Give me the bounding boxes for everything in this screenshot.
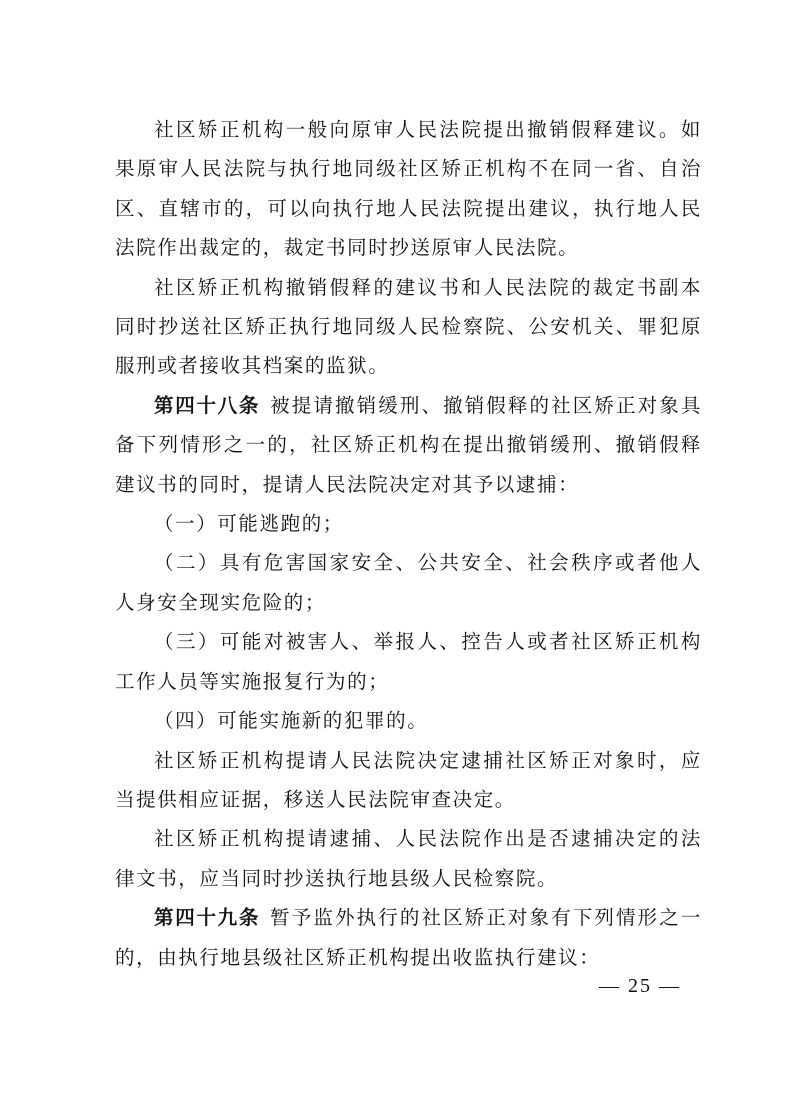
article-48-item-4 — [115, 701, 702, 740]
article-49-heading: 第四十九条 — [154, 906, 261, 930]
paragraph-1-text: 社区矫正机构一般向原审人民法院提出撤销假释建议。如果原审人民法院与执行地同级社区矫正机构不在同一省、自治区、直辖市的，可以向执行地人民法院提出建议，执行地人民法院作出裁定的，裁定书同时抄送原审人民法院。 — [115, 118, 702, 260]
paragraph-9-text: 社区矫正机构提请逮捕、人民法院作出是否逮捕决定的法律文书，应当同时抄送执行地县级人民检察院。 — [115, 827, 702, 890]
article-48-item-1-text: （一）可能逃跑的； — [154, 512, 344, 536]
paragraph-2 — [115, 268, 702, 386]
page-number: — 25 — — [599, 975, 681, 997]
article-48-text: 被提请撤销缓刑、撤销假释的社区矫正对象具备下列情形之一的，社区矫正机构在提出撤销缓刑、撤销假释建议书的同时，提请人民法院决定对其予以逮捕： — [115, 393, 702, 496]
article-48-item-3-text: （三）可能对被害人、举报人、控告人或者社区矫正机构工作人员等实施报复行为的； — [115, 630, 702, 693]
article-49-text: 暂予监外执行的社区矫正对象有下列情形之一的，由执行地县级社区矫正机构提出收监执行建议： — [115, 906, 702, 969]
article-48-heading: 第四十八条 — [154, 393, 261, 417]
article-48 — [115, 386, 702, 504]
paragraph-2-text: 社区矫正机构撤销假释的建议书和人民法院的裁定书副本同时抄送社区矫正执行地同级人民检察院、公安机关、罪犯原服刑或者接收其档案的监狱。 — [115, 275, 702, 378]
paragraph-8 — [115, 741, 702, 820]
paragraph-9 — [115, 819, 702, 898]
paragraph-8-text: 社区矫正机构提请人民法院决定逮捕社区矫正对象时，应当提供相应证据，移送人民法院审查决定。 — [115, 748, 702, 811]
article-49 — [115, 898, 702, 977]
article-48-item-3 — [115, 622, 702, 701]
document-body — [115, 110, 702, 977]
article-48-item-2 — [115, 543, 702, 622]
article-48-item-2-text: （二）具有危害国家安全、公共安全、社会秩序或者他人人身安全现实危险的； — [115, 551, 702, 614]
article-48-item-1 — [115, 504, 702, 543]
article-48-item-4-text: （四）可能实施新的犯罪的。 — [154, 709, 429, 733]
paragraph-1 — [115, 110, 702, 268]
